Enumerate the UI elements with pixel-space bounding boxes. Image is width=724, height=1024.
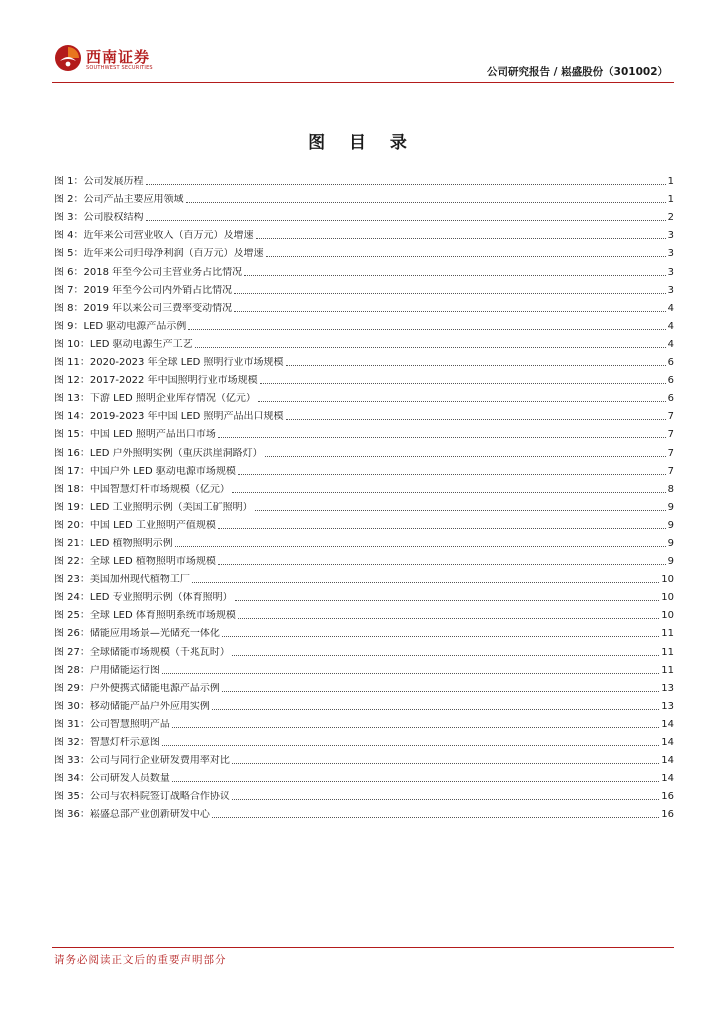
toc-entry-page-number[interactable]: 11: [661, 628, 674, 640]
toc-entry-label[interactable]: 图 17：中国户外 LED 驱动电源市场规模: [54, 465, 236, 477]
toc-entry-page-number[interactable]: 7: [667, 411, 674, 423]
toc-dot-leader: [265, 456, 666, 457]
toc-dot-leader: [286, 365, 666, 366]
toc-entry-label[interactable]: 图 20：中国 LED 工业照明产值规模: [54, 519, 216, 531]
toc-dot-leader: [255, 510, 666, 511]
toc-entry-page-number[interactable]: 3: [667, 266, 674, 278]
toc-entry-page-number[interactable]: 16: [661, 809, 674, 821]
toc-entry-label[interactable]: 图 31：公司智慧照明产品: [54, 718, 170, 730]
toc-dot-leader: [192, 582, 659, 583]
toc-entry-label[interactable]: 图 28：户用储能运行图: [54, 664, 160, 676]
toc-entry-page-number[interactable]: 9: [667, 537, 674, 549]
toc-entry-label[interactable]: 图 14：2019-2023 年中国 LED 照明产品出口规模: [54, 411, 284, 423]
toc-entry[interactable]: [54, 749, 674, 767]
toc-entry[interactable]: [54, 514, 674, 532]
toc-entry[interactable]: [54, 640, 674, 658]
toc-entry-page-number[interactable]: 6: [667, 393, 674, 405]
toc-entry[interactable]: [54, 170, 674, 188]
toc-dot-leader: [172, 727, 659, 728]
toc-entry[interactable]: [54, 785, 674, 803]
toc-entry-label[interactable]: 图 9：LED 驱动电源产品示例: [54, 320, 187, 332]
toc-entry-page-number[interactable]: 2: [667, 212, 674, 224]
toc-entry-page-number[interactable]: 13: [661, 700, 674, 712]
toc-entry[interactable]: [54, 803, 674, 821]
toc-entry-page-number[interactable]: 3: [667, 230, 674, 242]
toc-entry-page-number[interactable]: 3: [667, 248, 674, 260]
toc-entry-page-number[interactable]: 10: [661, 610, 674, 622]
toc-dot-leader: [218, 437, 666, 438]
toc-dot-leader: [235, 600, 660, 601]
toc-entry-page-number[interactable]: 6: [667, 357, 674, 369]
toc-entry-label[interactable]: 图 19：LED 工业照明示例（美国工矿照明）: [54, 501, 253, 513]
toc-entry-page-number[interactable]: 7: [667, 447, 674, 459]
toc-entry[interactable]: [54, 369, 674, 387]
header-divider: [52, 82, 674, 83]
toc-dot-leader: [266, 256, 666, 257]
toc-entry-label[interactable]: 图 7：2019 年至今公司内外销占比情况: [54, 284, 233, 296]
toc-dot-leader: [218, 528, 666, 529]
company-logo-icon: [54, 44, 82, 72]
company-logo: [54, 44, 153, 76]
toc-entry[interactable]: [54, 659, 674, 677]
toc-entry[interactable]: [54, 405, 674, 423]
toc-dot-leader: [232, 492, 666, 493]
toc-entry-label[interactable]: 图 10：LED 驱动电源生产工艺: [54, 338, 193, 350]
toc-entry-label[interactable]: 图 35：公司与农科院签订战略合作协议: [54, 791, 230, 803]
footer-disclaimer-note: 请务必阅读正文后的重要声明部分: [54, 954, 227, 966]
toc-entry-label[interactable]: 图 12：2017-2022 年中国照明行业市场规模: [54, 375, 258, 387]
toc-dot-leader: [234, 311, 665, 312]
toc-entry-page-number[interactable]: 14: [661, 718, 674, 730]
toc-entry-label[interactable]: 图 6：2018 年至今公司主营业务占比情况: [54, 266, 243, 278]
logo-chinese-name: 西南证券: [86, 48, 151, 66]
toc-entry-page-number[interactable]: 4: [667, 302, 674, 314]
toc-dot-leader: [238, 618, 659, 619]
toc-entry-label[interactable]: 图 30：移动储能产品户外应用实例: [54, 700, 210, 712]
toc-entry[interactable]: [54, 532, 674, 550]
toc-dot-leader: [256, 238, 666, 239]
footer-divider: [52, 947, 674, 948]
toc-entry[interactable]: [54, 622, 674, 640]
toc-dot-leader: [175, 546, 666, 547]
toc-entry-page-number[interactable]: 1: [667, 194, 674, 206]
page-header: [0, 0, 724, 90]
toc-entry-label[interactable]: 图 1：公司发展历程: [54, 176, 144, 188]
toc-entry-label[interactable]: 图 33：公司与同行企业研发费用率对比: [54, 755, 230, 767]
toc-entry[interactable]: [54, 713, 674, 731]
toc-entry-page-number[interactable]: 9: [667, 519, 674, 531]
toc-entry-page-number[interactable]: 13: [661, 682, 674, 694]
toc-dot-leader: [238, 474, 666, 475]
toc-entry-page-number[interactable]: 9: [667, 501, 674, 513]
toc-entry-page-number[interactable]: 16: [661, 791, 674, 803]
toc-entry-label[interactable]: 图 13：下游 LED 照明企业库存情况（亿元）: [54, 393, 256, 405]
toc-entry-page-number[interactable]: 11: [661, 646, 674, 658]
toc-entry-label[interactable]: 图 4：近年来公司营业收入（百万元）及增速: [54, 230, 254, 242]
logo-english-name: SOUTHWEST SECURITIES: [86, 65, 153, 71]
toc-entry[interactable]: [54, 677, 674, 695]
toc-entry[interactable]: [54, 260, 674, 278]
toc-entry-label[interactable]: 图 24：LED 专业照明示例（体育照明）: [54, 592, 233, 604]
toc-entry[interactable]: [54, 188, 674, 206]
toc-dot-leader: [162, 673, 659, 674]
toc-entry[interactable]: [54, 423, 674, 441]
toc-entry-label[interactable]: 图 25：全球 LED 体育照明系统市场规模: [54, 610, 236, 622]
toc-entry-label[interactable]: 图 26：储能应用场景—光储充一体化: [54, 628, 220, 640]
toc-dot-leader: [222, 636, 659, 637]
toc-entry-label[interactable]: 图 32：智慧灯杆示意图: [54, 737, 160, 748]
toc-entry[interactable]: [54, 568, 674, 586]
toc-dot-leader: [232, 763, 659, 764]
toc-dot-leader: [188, 329, 665, 330]
running-head: 公司研究报告 / 崧盛股份（301002）: [487, 66, 668, 78]
toc-entry-page-number[interactable]: 6: [667, 375, 674, 387]
toc-dot-leader: [232, 799, 659, 800]
toc-entry[interactable]: [54, 695, 674, 713]
toc-entry-label[interactable]: 图 2：公司产品主要应用领域: [54, 194, 184, 206]
toc-entry[interactable]: [54, 297, 674, 315]
toc-dot-leader: [286, 419, 666, 420]
toc-entry-label[interactable]: 图 34：公司研发人员数量: [54, 773, 170, 785]
toc-entry[interactable]: [54, 478, 674, 496]
toc-entry-label[interactable]: 图 29：户外便携式储能电源产品示例: [54, 682, 220, 694]
toc-entry-label[interactable]: 图 15：中国 LED 照明产品出口市场: [54, 429, 216, 441]
toc-dot-leader: [162, 745, 659, 746]
toc-entry[interactable]: [54, 460, 674, 478]
toc-entry-page-number[interactable]: 1: [667, 176, 674, 188]
toc-entry[interactable]: [54, 315, 674, 333]
toc-entry-page-number[interactable]: 4: [667, 320, 674, 332]
toc-entry-page-number[interactable]: 7: [667, 465, 674, 477]
toc-dot-leader: [258, 401, 666, 402]
toc-entry-label[interactable]: 图 3：公司股权结构: [54, 212, 144, 224]
toc-dot-leader: [244, 275, 665, 276]
toc-entry-page-number[interactable]: 10: [661, 592, 674, 604]
toc-dot-leader: [172, 781, 659, 782]
toc-list: [54, 170, 674, 821]
toc-entry-page-number[interactable]: 14: [661, 755, 674, 767]
toc-dot-leader: [222, 691, 659, 692]
toc-entry-label[interactable]: 图 5：近年来公司归母净利润（百万元）及增速: [54, 248, 264, 260]
toc-title: 图 目 录: [308, 133, 416, 153]
toc-dot-leader: [232, 655, 659, 656]
toc-entry-label[interactable]: 图 23：美国加州现代植物工厂: [54, 574, 190, 586]
toc-entry[interactable]: [54, 441, 674, 459]
toc-entry-page-number[interactable]: 4: [667, 338, 674, 350]
toc-dot-leader: [218, 564, 666, 565]
toc-entry[interactable]: [54, 731, 674, 749]
toc-dot-leader: [212, 817, 659, 818]
toc-entry[interactable]: [54, 279, 674, 297]
toc-entry-label[interactable]: 图 11：2020-2023 年全球 LED 照明行业市场规模: [54, 357, 284, 369]
toc-dot-leader: [260, 383, 666, 384]
toc-dot-leader: [146, 184, 666, 185]
toc-entry[interactable]: [54, 496, 674, 514]
toc-entry-page-number[interactable]: 3: [667, 284, 674, 296]
toc-entry[interactable]: [54, 604, 674, 622]
toc-entry[interactable]: [54, 242, 674, 260]
toc-entry[interactable]: [54, 586, 674, 604]
toc-dot-leader: [212, 709, 659, 710]
toc-entry-label[interactable]: 图 21：LED 植物照明示例: [54, 537, 173, 549]
toc-entry-page-number[interactable]: 14: [661, 737, 674, 748]
toc-entry-label[interactable]: 图 27：全球储能市场规模（千兆瓦时）: [54, 646, 230, 658]
toc-entry[interactable]: [54, 333, 674, 351]
toc-dot-leader: [195, 347, 666, 348]
toc-dot-leader: [146, 220, 666, 221]
toc-entry-page-number[interactable]: 8: [667, 483, 674, 495]
toc-dot-leader: [186, 202, 666, 203]
toc-entry-page-number[interactable]: 10: [661, 574, 674, 586]
toc-entry[interactable]: [54, 351, 674, 369]
toc-entry[interactable]: [54, 550, 674, 568]
toc-entry-label[interactable]: 图 16：LED 户外照明实例（重庆洪崖洞路灯）: [54, 447, 263, 459]
toc-entry-label[interactable]: 图 8：2019 年以来公司三费率变动情况: [54, 302, 233, 314]
toc-entry[interactable]: [54, 224, 674, 242]
toc-dot-leader: [234, 293, 665, 294]
toc-entry[interactable]: [54, 387, 674, 405]
toc-entry-page-number[interactable]: 11: [661, 664, 674, 676]
toc-entry-label[interactable]: 图 22：全球 LED 植物照明市场规模: [54, 556, 216, 568]
toc-entry-page-number[interactable]: 7: [667, 429, 674, 441]
toc-entry-page-number[interactable]: 9: [667, 556, 674, 568]
toc-entry-label[interactable]: 图 18：中国智慧灯杆市场规模（亿元）: [54, 483, 230, 495]
toc-entry[interactable]: [54, 767, 674, 785]
toc-entry-label[interactable]: 图 36：崧盛总部产业创新研发中心: [54, 809, 210, 821]
toc-entry[interactable]: [54, 206, 674, 224]
toc-entry-page-number[interactable]: 14: [661, 773, 674, 785]
